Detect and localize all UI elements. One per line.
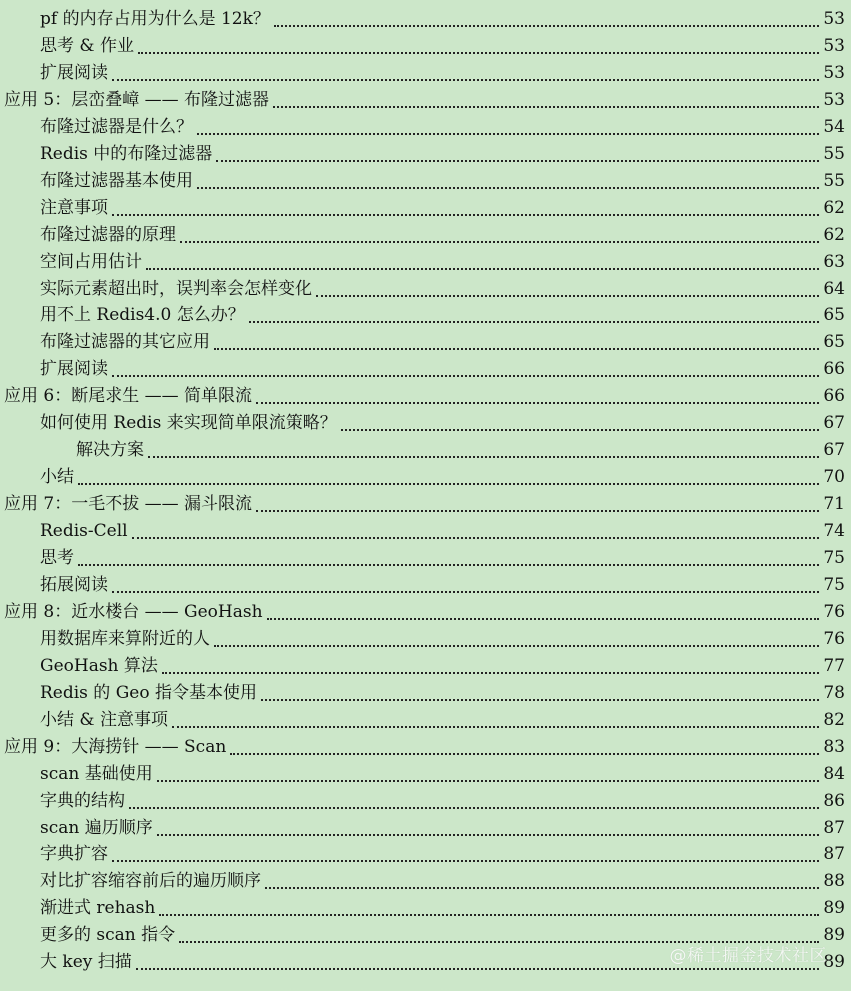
- toc-entry-title: 空间占用估计: [40, 249, 144, 276]
- toc-entry-title: 应用 9：大海捞针 —— Scan: [4, 734, 228, 761]
- toc-page-number: 71: [823, 494, 845, 515]
- toc-section-row[interactable]: [0, 626, 851, 653]
- toc-section-row[interactable]: [0, 114, 851, 141]
- toc-chapter-row[interactable]: [0, 599, 851, 626]
- toc-entry-title: 布隆过滤器基本使用: [40, 168, 195, 195]
- toc-page-number: 77: [823, 655, 845, 676]
- toc-entry-title: GeoHash 算法: [40, 653, 160, 680]
- toc-page-number: 65: [823, 305, 845, 326]
- toc-entry-title: 应用 6：断尾求生 —— 简单限流: [4, 383, 254, 410]
- toc-entry-title: 应用 7：一毛不拔 —— 漏斗限流: [4, 491, 254, 518]
- dot-leader: [112, 79, 819, 81]
- toc-section-row[interactable]: [0, 249, 851, 276]
- toc-entry-title: 大 key 扫描: [40, 949, 134, 976]
- dot-leader: [112, 860, 819, 862]
- toc-section-row[interactable]: [0, 572, 851, 599]
- toc-section-row[interactable]: [0, 302, 851, 329]
- toc-entry-title: 字典的结构: [40, 788, 127, 815]
- toc-page-number: 89: [823, 898, 845, 919]
- toc-section-row[interactable]: [0, 60, 851, 87]
- toc-page-number: 87: [823, 817, 845, 838]
- dot-leader: [180, 241, 819, 243]
- toc-page-number: 67: [823, 413, 845, 434]
- toc-entry-title: Redis 的 Geo 指令基本使用: [40, 680, 259, 707]
- toc-entry-title: 小结: [40, 464, 76, 491]
- toc-entry-title: 用数据库来算附近的人: [40, 626, 212, 653]
- toc-section-row[interactable]: [0, 195, 851, 222]
- toc-page-number: 55: [823, 170, 845, 191]
- toc-page-number: 65: [823, 332, 845, 353]
- toc-page-number: 89: [823, 952, 845, 973]
- toc-section-row[interactable]: [0, 895, 851, 922]
- dot-leader: [230, 753, 819, 755]
- toc-entry-title: 对比扩容缩容前后的遍历顺序: [40, 868, 263, 895]
- dot-leader: [197, 187, 819, 189]
- dot-leader: [157, 780, 819, 782]
- dot-leader: [132, 537, 819, 539]
- toc-section-row[interactable]: [0, 815, 851, 842]
- toc-section-row[interactable]: [0, 788, 851, 815]
- toc-page-number: 74: [823, 521, 845, 542]
- dot-leader: [159, 914, 819, 916]
- toc-entry-title: 渐进式 rehash: [40, 895, 157, 922]
- dot-leader: [197, 133, 819, 135]
- toc-entry-title: Redis 中的布隆过滤器: [40, 141, 214, 168]
- toc-entry-title: Redis-Cell: [40, 518, 130, 545]
- dot-leader: [341, 429, 819, 431]
- toc-entry-title: 注意事项: [40, 195, 110, 222]
- toc-section-row[interactable]: [0, 276, 851, 303]
- toc-page-number: 53: [823, 35, 845, 56]
- toc-page-number: 64: [823, 278, 845, 299]
- toc-page-number: 88: [823, 871, 845, 892]
- dot-leader: [267, 618, 819, 620]
- toc-entry-title: 思考 & 作业: [40, 33, 136, 60]
- dot-leader: [112, 591, 819, 593]
- toc-section-row[interactable]: [0, 518, 851, 545]
- dot-leader: [112, 214, 819, 216]
- dot-leader: [261, 699, 819, 701]
- dot-leader: [162, 672, 819, 674]
- toc-entry-title: 布隆过滤器的原理: [40, 222, 178, 249]
- toc-page-number: 53: [823, 9, 845, 29]
- toc-page-number: 87: [823, 844, 845, 865]
- dot-leader: [316, 295, 819, 297]
- toc-page-number: 76: [823, 628, 845, 649]
- toc-page-number: 75: [823, 548, 845, 568]
- toc-entry-title: scan 基础使用: [40, 761, 155, 788]
- toc-entry-title: pf 的内存占用为什么是 12k？: [40, 6, 272, 33]
- toc-section-row[interactable]: [0, 868, 851, 895]
- toc-page-number: 66: [823, 359, 845, 380]
- toc-section-row[interactable]: [0, 437, 851, 464]
- watermark: @稀土掘金技术社区: [669, 946, 827, 966]
- toc-entry-title: 小结 & 注意事项: [40, 707, 170, 734]
- dot-leader: [274, 25, 819, 27]
- toc-page-number: 54: [823, 116, 845, 137]
- dot-leader: [256, 402, 819, 404]
- toc-page-number: 82: [823, 709, 845, 730]
- toc-page-number: 62: [823, 197, 845, 218]
- toc-page-number: 63: [823, 251, 845, 272]
- toc-entry-title: 实际元素超出时，误判率会怎样变化: [40, 276, 314, 303]
- toc-page-number: 67: [823, 440, 845, 461]
- dot-leader: [136, 968, 819, 970]
- toc-page-number: 53: [823, 89, 845, 110]
- toc-entry-title: 布隆过滤器的其它应用: [40, 329, 212, 356]
- dot-leader: [112, 375, 819, 377]
- toc-page-number: 84: [823, 763, 845, 784]
- dot-leader: [78, 483, 819, 485]
- dot-leader: [265, 887, 819, 889]
- toc-entry-title: 布隆过滤器是什么？: [40, 114, 195, 141]
- dot-leader: [157, 834, 819, 836]
- toc-section-row[interactable]: [0, 356, 851, 383]
- toc-section-row[interactable]: [0, 329, 851, 356]
- dot-leader: [129, 807, 819, 809]
- toc-section-row[interactable]: [0, 761, 851, 788]
- toc-section-row[interactable]: [0, 841, 851, 868]
- toc-page-number: 86: [823, 790, 845, 811]
- toc-chapter-row[interactable]: [0, 87, 851, 114]
- dot-leader: [256, 510, 819, 512]
- toc-chapter-row[interactable]: [0, 491, 851, 518]
- toc-section-row[interactable]: [0, 222, 851, 249]
- toc-entry-title: 解决方案: [76, 437, 146, 464]
- toc-page-number: 76: [823, 601, 845, 622]
- toc-entry-title: scan 遍历顺序: [40, 815, 155, 842]
- dot-leader: [138, 52, 819, 54]
- toc-page-number: 55: [823, 143, 845, 164]
- dot-leader: [214, 348, 819, 350]
- toc-entry-title: 如何使用 Redis 来实现简单限流策略？: [40, 410, 339, 437]
- dot-leader: [146, 268, 819, 270]
- dot-leader: [214, 645, 819, 647]
- toc-section-row[interactable]: [0, 653, 851, 680]
- toc-section-row[interactable]: [0, 33, 851, 60]
- toc-entry-title: 思考: [40, 545, 76, 572]
- toc-page-number: 70: [823, 467, 845, 488]
- toc-page-number: 78: [823, 682, 845, 703]
- toc-page-number: 53: [823, 62, 845, 83]
- toc-entry-title: 用不上 Redis4.0 怎么办？: [40, 302, 247, 329]
- toc-entry-title: 扩展阅读: [40, 60, 110, 87]
- dot-leader: [249, 321, 819, 323]
- toc-page-number: 83: [823, 736, 845, 757]
- toc-page-number: 75: [823, 574, 845, 595]
- toc-section-row[interactable]: [0, 707, 851, 734]
- toc-section-row[interactable]: [0, 680, 851, 707]
- toc-entry-title: 更多的 scan 指令: [40, 922, 177, 949]
- toc-section-row[interactable]: [0, 141, 851, 168]
- toc-section-row[interactable]: [0, 168, 851, 195]
- toc-entry-title: 字典扩容: [40, 841, 110, 868]
- dot-leader: [172, 726, 819, 728]
- toc-entry-title: 应用 8：近水楼台 —— GeoHash: [4, 599, 265, 626]
- dot-leader: [273, 106, 819, 108]
- toc-chapter-row[interactable]: [0, 383, 851, 410]
- toc-section-row[interactable]: [0, 464, 851, 491]
- toc-entry-title: 应用 5：层峦叠嶂 —— 布隆过滤器: [4, 87, 271, 114]
- toc-chapter-row[interactable]: [0, 734, 851, 761]
- toc-section-row[interactable]: [0, 410, 851, 437]
- toc-page-number: 62: [823, 224, 845, 245]
- toc-page-number: 89: [823, 925, 845, 946]
- toc-entry-title: 扩展阅读: [40, 356, 110, 383]
- toc-section-row[interactable]: [0, 6, 851, 33]
- dot-leader: [148, 456, 819, 458]
- dot-leader: [78, 564, 819, 566]
- toc-page-number: 66: [823, 386, 845, 407]
- toc-entry-title: 拓展阅读: [40, 572, 110, 599]
- toc-section-row[interactable]: [0, 545, 851, 572]
- dot-leader: [216, 160, 819, 162]
